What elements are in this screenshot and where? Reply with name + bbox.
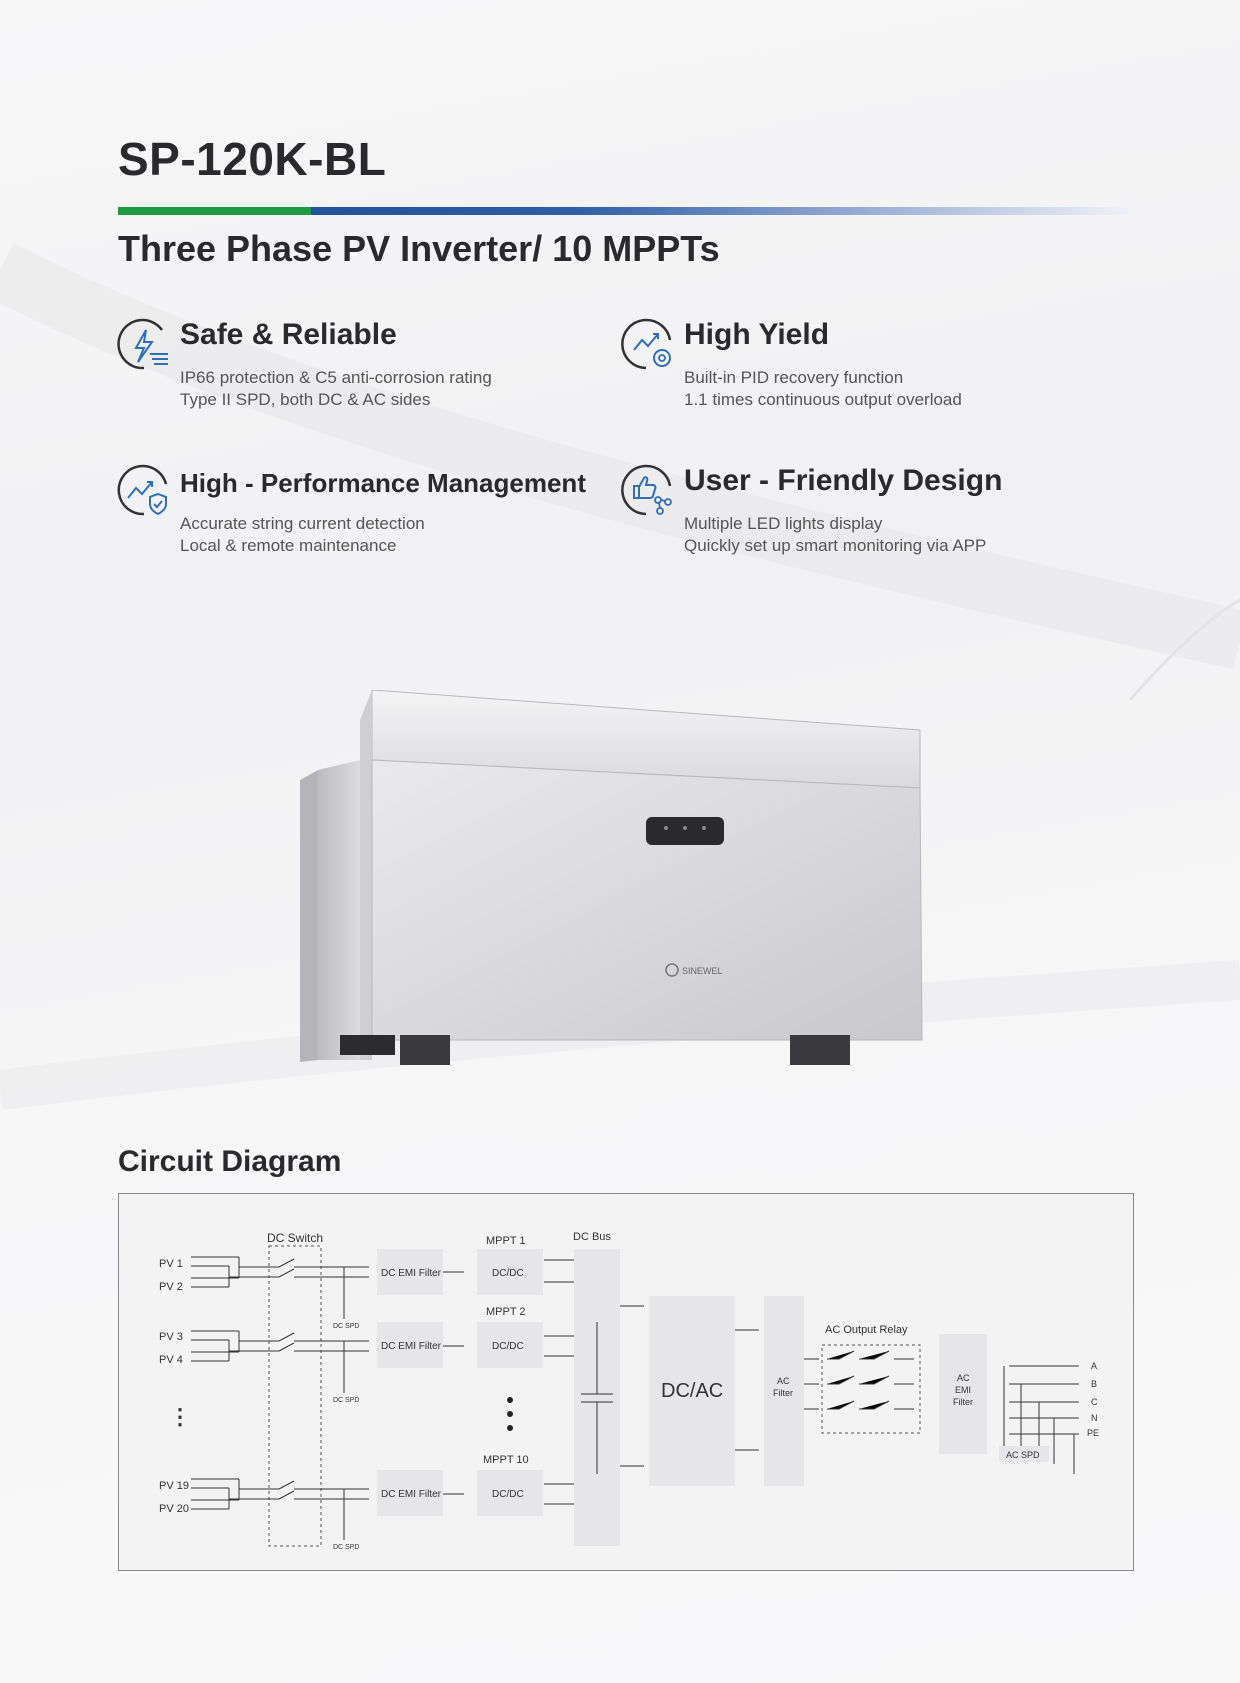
phase-label: PE	[1087, 1428, 1100, 1438]
pv-label: PV 1	[159, 1258, 183, 1270]
dc-bus-label: DC Bus	[573, 1231, 611, 1243]
mppt-label: MPPT 1	[486, 1235, 526, 1247]
ac-spd-label: AC SPD	[1006, 1450, 1040, 1460]
mppt-label: MPPT 2	[486, 1306, 526, 1318]
dc-emi-filter-label: DC EMI Filter	[381, 1268, 441, 1279]
product-logo: SINEWEL	[682, 966, 723, 976]
ac-output-relay-label: AC Output Relay	[825, 1324, 908, 1336]
chart-shield-icon	[116, 462, 172, 518]
dcac-label: DC/AC	[661, 1380, 724, 1402]
dc-spd-label: DC SPD	[333, 1397, 360, 1404]
dc-emi-filter-label: DC EMI Filter	[381, 1489, 441, 1500]
ac-filter-label: AC	[777, 1376, 790, 1386]
phase-label: A	[1091, 1361, 1098, 1371]
feature-line-2: Quickly set up smart monitoring via APP	[684, 536, 987, 555]
feature-title: High - Performance Management	[180, 468, 586, 498]
phase-label: C	[1091, 1397, 1098, 1407]
circuit-diagram-title: Circuit Diagram	[118, 1145, 342, 1178]
ac-emi-label: Filter	[953, 1397, 973, 1407]
circuit-diagram	[118, 1193, 1134, 1571]
phase-label: B	[1091, 1379, 1098, 1389]
feature-line-2: Type II SPD, both DC & AC sides	[180, 390, 431, 409]
thumbs-up-network-icon	[620, 462, 676, 518]
feature-line-2: 1.1 times continuous output overload	[684, 390, 962, 409]
dc-spd-label: DC SPD	[333, 1544, 360, 1551]
ac-filter-label: Filter	[773, 1388, 793, 1398]
ac-emi-label: AC	[957, 1373, 970, 1383]
pv-label: PV 2	[159, 1281, 183, 1293]
dcdc-label: DC/DC	[492, 1489, 524, 1500]
inverter-product-image	[300, 690, 930, 1090]
chart-gear-icon	[620, 316, 676, 372]
lightning-shield-icon	[116, 316, 172, 372]
feature-line-2: Local & remote maintenance	[180, 536, 397, 555]
feature-line-1: Multiple LED lights display	[684, 514, 883, 533]
dc-switch-label: DC Switch	[267, 1231, 324, 1245]
dcdc-label: DC/DC	[492, 1341, 524, 1352]
feature-line-1: Built-in PID recovery function	[684, 368, 904, 387]
mppt-label: MPPT 10	[483, 1454, 529, 1466]
dc-spd-label: DC SPD	[333, 1323, 360, 1330]
title-divider	[118, 207, 1134, 215]
product-subtitle: Three Phase PV Inverter/ 10 MPPTs	[118, 228, 720, 269]
dc-emi-filter-label: DC EMI Filter	[381, 1341, 441, 1352]
circuit-diagram-drawing	[119, 1194, 1133, 1570]
pv-label: PV 20	[159, 1503, 189, 1515]
feature-title: Safe & Reliable	[180, 318, 397, 351]
feature-title: User - Friendly Design	[684, 464, 1003, 497]
product-title: SP-120K-BL	[118, 133, 387, 185]
pv-label: PV 19	[159, 1480, 189, 1492]
feature-line-1: Accurate string current detection	[180, 514, 425, 533]
phase-label: N	[1091, 1413, 1098, 1423]
pv-label: PV 4	[159, 1354, 183, 1366]
ac-emi-label: EMI	[955, 1385, 972, 1395]
pv-label: PV 3	[159, 1331, 183, 1343]
feature-title: High Yield	[684, 318, 830, 351]
svg-text:⋮: ⋮	[169, 1404, 191, 1429]
dcdc-label: DC/DC	[492, 1268, 524, 1279]
feature-line-1: IP66 protection & C5 anti-corrosion rating	[180, 368, 492, 387]
